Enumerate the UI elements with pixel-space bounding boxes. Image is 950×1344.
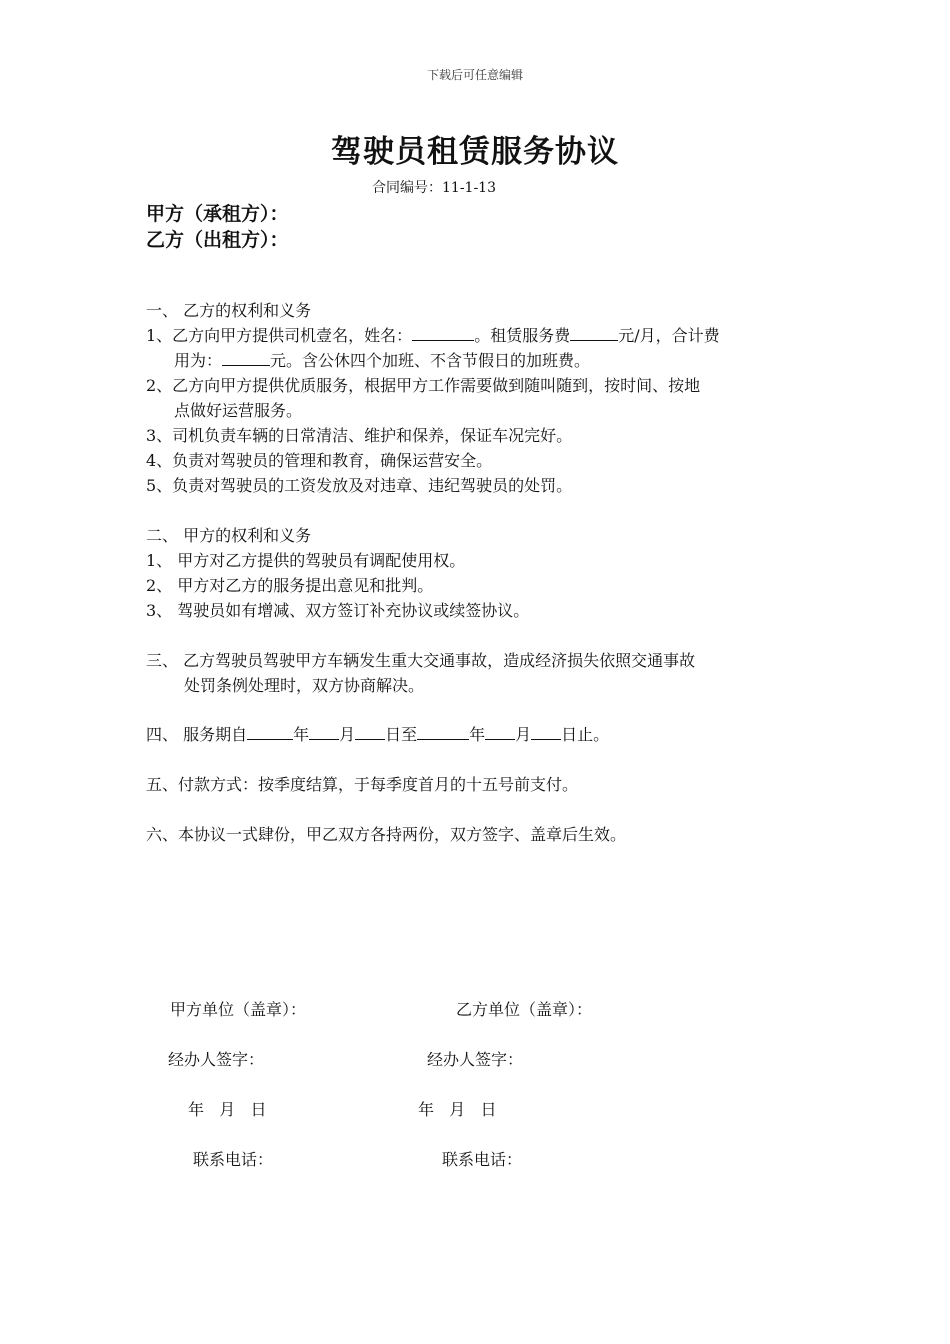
blank-start-day <box>355 724 385 740</box>
section1-item1-line1 <box>146 323 720 348</box>
section1-item1-text-e: 元。含公休四个加班、不含节假日的加班费。 <box>270 351 591 370</box>
blank-monthly-fee <box>570 325 618 341</box>
section1-item3: 3、司机负责车辆的日常清洁、维护和保养，保证车况完好。 <box>146 426 573 445</box>
blank-total-fee <box>222 350 270 366</box>
section1-item1-text-c: 元/月，合计费 <box>618 326 720 345</box>
section1-item1-text-d: 用为： <box>174 351 223 370</box>
blank-end-month <box>485 724 515 740</box>
party-a-agent-signature: 经办人签字： <box>168 1050 265 1069</box>
section6-copies: 六、本协议一式肆份，甲乙双方各持两份，双方签字、盖章后生效。 <box>146 825 627 844</box>
section3-line1: 三、 乙方驾驶员驾驶甲方车辆发生重大交通事故，造成经济损失依照交通事故 <box>146 651 696 670</box>
section1-item5: 5、负责对驾驶员的工资发放及对违章、违纪驾驶员的处罚。 <box>146 476 573 495</box>
section4-service-period <box>146 722 609 747</box>
section4-month2: 月 <box>515 725 532 744</box>
section1-item2-line1: 2、乙方向甲方提供优质服务，根据甲方工作需要做到随叫随到，按时间、按地 <box>146 376 701 395</box>
party-a-unit-seal: 甲方单位（盖章）： <box>170 1000 307 1019</box>
party-b-agent-signature: 经办人签字： <box>427 1050 524 1069</box>
party-b-phone: 联系电话： <box>442 1150 523 1169</box>
section1-item1-text-a: 1、乙方向甲方提供司机壹名，姓名： <box>146 326 413 345</box>
section4-year: 年 <box>293 725 310 744</box>
contract-number: 合同编号：11-1-13 <box>372 180 496 196</box>
section4-prefix: 四、 服务期自 <box>146 725 248 744</box>
section1-item1-line2 <box>174 348 590 373</box>
blank-end-day <box>531 724 561 740</box>
party-a-label: 甲方（承租方）： <box>146 203 289 225</box>
section4-year2: 年 <box>469 725 486 744</box>
document-title: 驾驶员租赁服务协议 <box>331 134 619 170</box>
section5-payment: 五、付款方式：按季度结算，于每季度首月的十五号前支付。 <box>146 775 579 794</box>
section1-item1-text-b: 。租赁服务费 <box>474 326 571 345</box>
blank-end-year <box>417 724 469 740</box>
blank-start-month <box>309 724 339 740</box>
section1-item4: 4、负责对驾驶员的管理和教育，确保运营安全。 <box>146 451 493 470</box>
blank-driver-name <box>412 325 474 341</box>
party-b-unit-seal: 乙方单位（盖章）： <box>456 1000 593 1019</box>
section2-item3: 3、 驾驶员如有增减、双方签订补充协议或续签协议。 <box>146 601 530 620</box>
party-a-phone: 联系电话： <box>193 1150 274 1169</box>
blank-start-year <box>247 724 293 740</box>
section1-heading: 一、 乙方的权利和义务 <box>146 301 312 320</box>
header-note: 下载后可任意编辑 <box>426 68 523 82</box>
section1-item2-line2: 点做好运营服务。 <box>174 401 303 420</box>
section2-item2: 2、 甲方对乙方的服务提出意见和批判。 <box>146 576 434 595</box>
party-b-date: 年 月 日 <box>418 1100 497 1119</box>
section3-line2: 处罚条例处理时，双方协商解决。 <box>184 676 425 695</box>
party-a-date: 年 月 日 <box>188 1100 267 1119</box>
section2-item1: 1、 甲方对乙方提供的驾驶员有调配使用权。 <box>146 551 466 570</box>
section2-heading: 二、 甲方的权利和义务 <box>146 526 312 545</box>
section4-month: 月 <box>339 725 356 744</box>
section4-end: 日止。 <box>561 725 610 744</box>
party-b-label: 乙方（出租方）： <box>146 229 289 251</box>
section4-day-to: 日至 <box>385 725 418 744</box>
